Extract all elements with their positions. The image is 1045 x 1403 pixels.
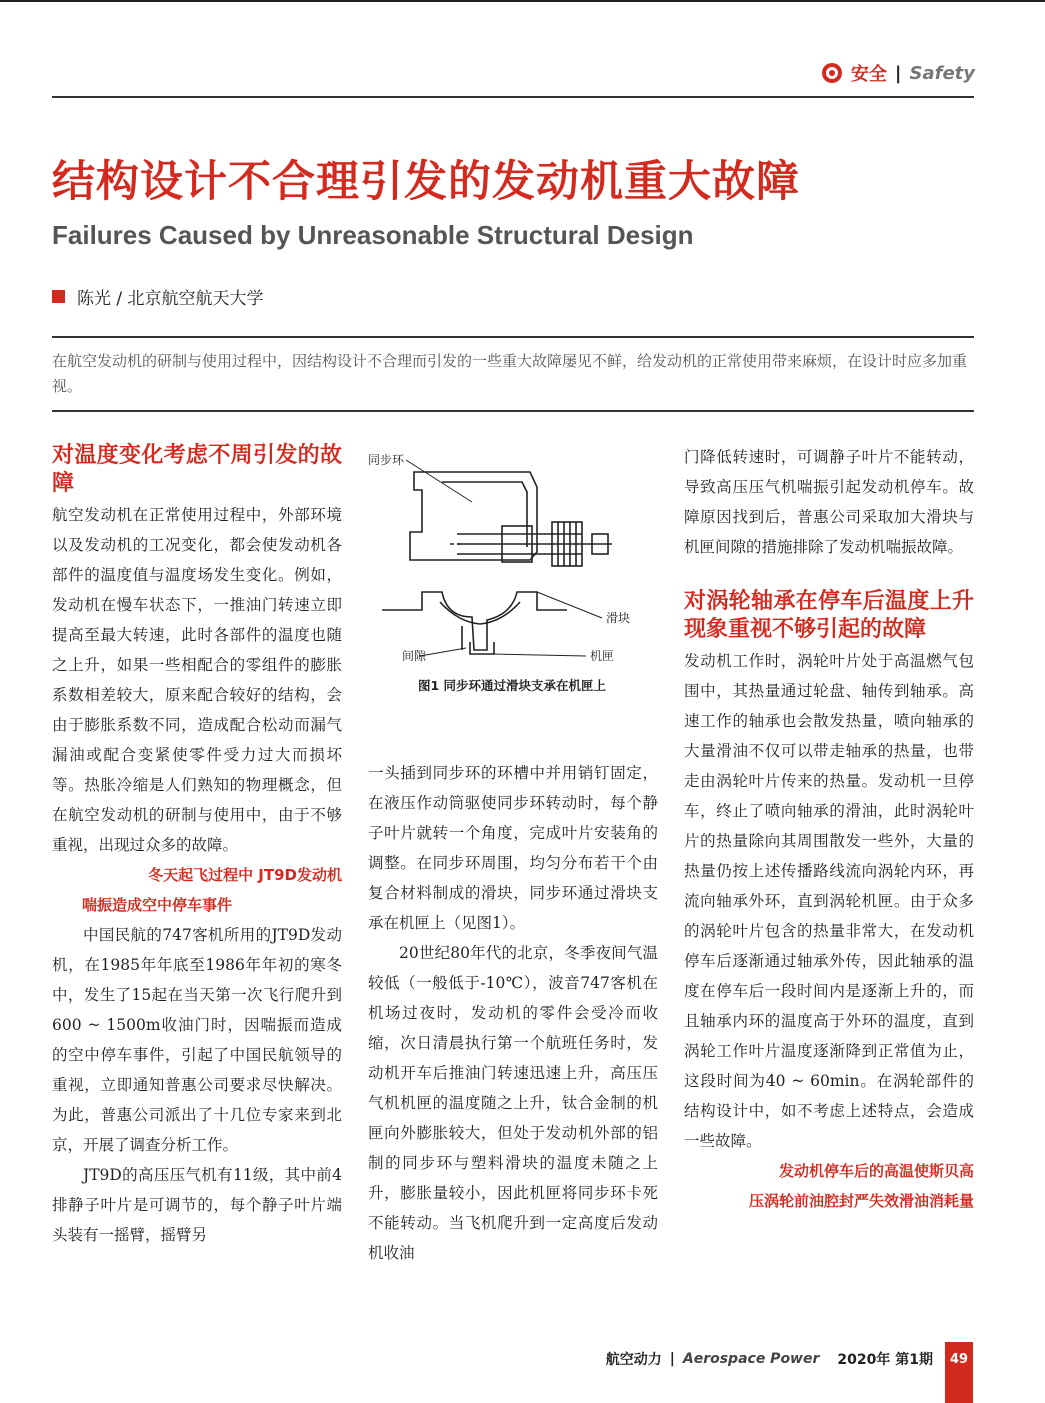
paragraph: 20世纪80年代的北京，冬季夜间气温较低（一般低于-10℃），波音747客机在机场过夜时，发动机的零件会受冷而收缩，次日清晨执行第一个航班任务时，发动机开车后推油门转速迅速上升，高压压气机机匣的温度随之上升，钛合金制的机匣向外膨胀较大，但处于发动机外部的铝制的同步环与塑料滑块的温度未随之上升，膨胀量较小，因此机匣将同步环卡死不能转动。当飞机爬升到一定高度后发动机收油 — [368, 944, 658, 1262]
paragraph: JT9D的高压压气机有11级，其中前4排静子叶片是可调节的，每个静子叶片端头装有一摇臂，摇臂另 — [52, 1166, 342, 1244]
paragraph: 门降低转速时，可调静子叶片不能转动，导致高压压气机喘振引起发动机停车。故障原因找到后，普惠公司采取加大滑块与机匣间隙的措施排除了发动机喘振故障。 — [684, 448, 974, 556]
paragraph: 一头插到同步环的环槽中并用销钉固定，在液压作动筒驱使同步环转动时，每个静子叶片就转一个角度，完成叶片安装角的调整。在同步环周围，均匀分布若干个由复合材料制成的滑块，同步环通过滑块支承在机匣上（见图1）。 — [368, 764, 658, 932]
section-label-en: Safety — [909, 62, 975, 84]
subheading-line-1: 冬天起飞过程中 JT9D发动机 — [148, 866, 342, 884]
article-title-cn: 结构设计不合理引发的发动机重大故障 — [52, 157, 800, 207]
safety-emblem-icon — [821, 62, 843, 84]
page-number: 49 — [945, 1342, 973, 1403]
journal-name-cn: 航空动力 — [605, 1352, 662, 1368]
figure-label-gap: 间隙 — [402, 649, 427, 663]
abstract-top-divider — [52, 336, 974, 338]
subheading-line-2: 喘振造成空中停车事件 — [82, 896, 233, 914]
column-1 — [52, 442, 342, 1250]
figure-1 — [362, 442, 662, 694]
column-2 — [368, 758, 658, 1268]
abstract-bottom-divider — [52, 410, 974, 412]
section-tag — [821, 60, 975, 86]
article-title-en: Failures Caused by Unreasonable Structural Design — [52, 220, 694, 250]
paragraph: 发动机工作时，涡轮叶片处于高温燃气包围中，其热量通过轮盘、轴传到轴承。高速工作的轴承也会散发热量，喷向轴承的大量滑油不仅可以带走轴承的热量，也带走由涡轮叶片传来的热量。发动机一旦停车，终止了喷向轴承的滑油，此时涡轮叶片的热量除向其周围散发一些外，大量的热量仍按上述传播路线流向涡轮内环，再流向轴承外环，直到涡轮机匣。由于众多的涡轮叶片包含的热量非常大，在发动机停车后逐渐通过轴承外传，因此轴承的温度在停车后一段时间内是逐渐上升的，而且轴承内环的温度高于外环的温度，直到涡轮工作叶片温度逐渐降到正常值为止，这段时间为40 ~ 60min。在涡轮部件的结构设计中，如不考虑上述特点，会造成一些故障。 — [684, 652, 974, 1150]
author-bullet-icon — [52, 290, 65, 303]
figure-label-slider: 滑块 — [606, 611, 631, 625]
section-heading-temperature: 对温度变化考虑不周引发的故障 — [52, 443, 342, 496]
journal-name-en: Aerospace Power — [682, 1351, 820, 1367]
paragraph: 中国民航的747客机所用的JT9D发动机，在1985年年底至1986年年初的寒冬中，发生了15起在当天第一次飞行爬升到600 ~ 1500m收油门时，因喘振而造成的空中停车事件，引起了中国民航领导的重视，立即通知普惠公司要求尽快解决。为此，普惠公司派出了十几位专家来到北京，开展了调查分析工作。 — [52, 926, 342, 1154]
figure-label-ring: 同步环 — [368, 453, 405, 467]
subheading-line-2: 压涡轮前油腔封严失效滑油消耗量 — [748, 1192, 974, 1210]
figure-label-casing: 机匣 — [590, 649, 615, 663]
column-3 — [684, 442, 974, 1216]
paragraph: 航空发动机在正常使用过程中，外部环境以及发动机的工况变化，都会使发动机各部件的温度值与温度场发生变化。例如，发动机在慢车状态下，一推油门转速立即提高至最大转速，此时各部件的温度也随之上升，如果一些相配合的零组件的膨胀系数相差较大，原来配合较好的结构，会由于膨胀系数不同，造成配合松动而漏气漏油或配合变紧使零件受力过大而损坏等。热胀冷缩是人们熟知的物理概念，但在航空发动机的研制与使用中，由于不够重视，出现过众多的故障。 — [52, 506, 342, 854]
section-heading-bearing: 对涡轮轴承在停车后温度上升现象重视不够引起的故障 — [684, 589, 974, 642]
journal-separator: | — [669, 1351, 675, 1367]
author-name: 陈光 / 北京航空航天大学 — [77, 289, 264, 309]
author-line — [52, 284, 264, 309]
section-label-cn: 安全 — [850, 64, 887, 85]
sync-ring-diagram — [362, 442, 662, 670]
journal-issue: 2020年 第1期 — [837, 1352, 933, 1368]
figure-caption: 图1 同步环通过滑块支承在机匣上 — [417, 678, 607, 693]
journal-footer — [606, 1349, 933, 1369]
header-divider — [52, 96, 974, 98]
section-separator: | — [894, 62, 902, 84]
top-border — [0, 0, 1045, 2]
subheading-line-1: 发动机停车后的高温使斯贝高 — [778, 1162, 974, 1180]
abstract: 在航空发动机的研制与使用过程中，因结构设计不合理而引发的一些重大故障屡见不鲜，给发动机的正常使用带来麻烦，在设计时应多加重视。 — [52, 352, 968, 395]
